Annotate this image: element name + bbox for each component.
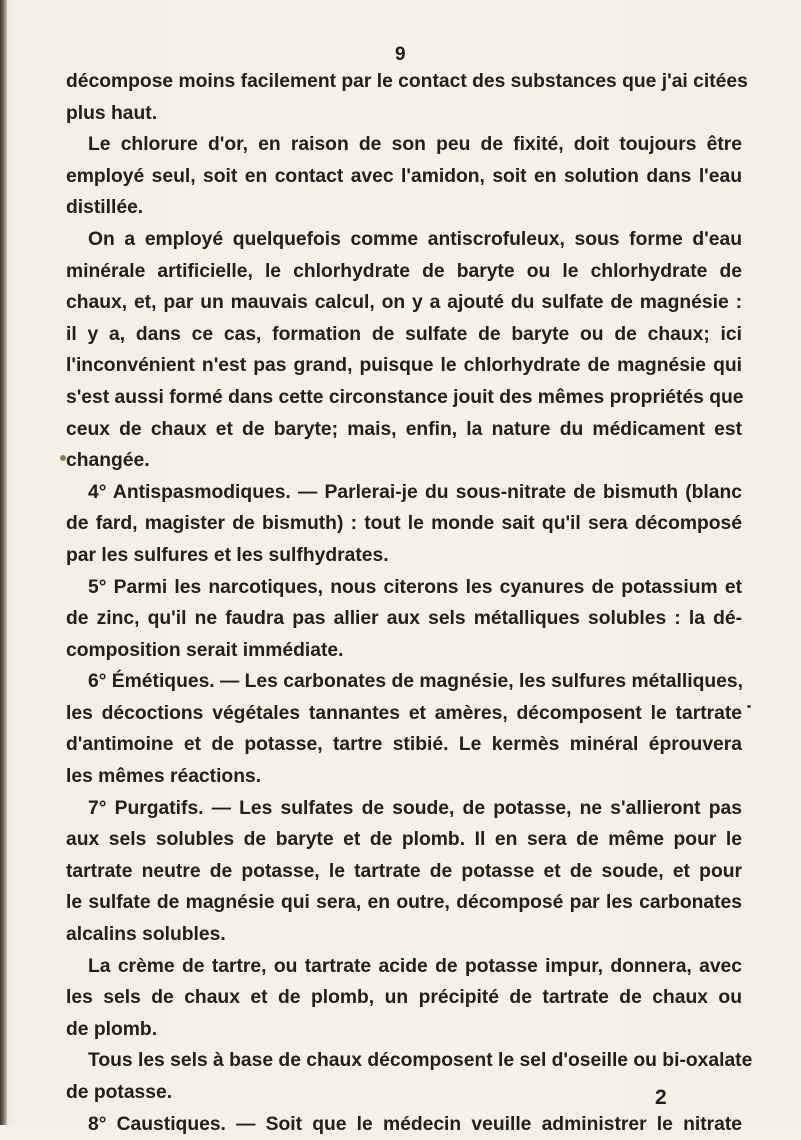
text-line: d'antimoine et de potasse, tartre stibié. Le kermès minéral éprouvera	[66, 734, 742, 756]
text-line: Le chlorure d'or, en raison de son peu de fixité, doit toujours être	[88, 134, 742, 156]
text-line: l'inconvénient n'est pas grand, puisque le chlorhydrate de magnésie qui	[66, 355, 742, 377]
signature-mark: 2	[655, 1086, 667, 1109]
body-text	[66, 66, 753, 1140]
text-line: minérale artificielle, le chlorhydrate de baryte ou le chlorhydrate de	[66, 260, 742, 282]
text-line: employé seul, soit en contact avec l'amidon, soit en solution dans l'eau	[66, 165, 742, 187]
text-line: les sels de chaux et de plomb, un précipité de tartrate de chaux ou	[66, 987, 742, 1009]
text-line: tartrate neutre de potasse, le tartrate de potasse et de soude, et pour	[66, 860, 742, 882]
text-line: de fard, magister de bismuth) : tout le monde sait qu'il sera décomposé	[66, 513, 742, 535]
text-line: chaux, et, par un mauvais calcul, on y a ajouté du sulfate de magnésie :	[66, 292, 742, 314]
text-line: plus haut.	[66, 102, 158, 124]
text-line: changée.	[66, 450, 150, 472]
text-line: distillée.	[66, 197, 144, 219]
ink-speck	[60, 455, 66, 461]
text-line: 8° Caustiques. — Soit que le médecin veuille administrer le nitrate	[88, 1113, 742, 1135]
text-line: 5° Parmi les narcotiques, nous citerons les cyanures de potassium et	[88, 576, 742, 598]
text-line: composition serait immédiate.	[66, 639, 344, 661]
text-line: aux sels solubles de baryte et de plomb. Il en sera de même pour le	[66, 829, 742, 851]
text-line: Tous les sels à base de chaux décomposent le sel d'oseille ou bi-oxalate	[88, 1050, 753, 1072]
text-line: le sulfate de magnésie qui sera, en outre, décomposé par les carbonates	[66, 892, 742, 914]
text-line: décompose moins facilement par le contact des substances que j'ai citées	[66, 71, 748, 92]
text-line: les mêmes réactions.	[66, 766, 262, 788]
text-line: 7° Purgatifs. — Les sulfates de soude, de potasse, ne s'allieront pas	[88, 797, 742, 819]
text-line: de potasse.	[66, 1082, 173, 1103]
page-number: 9	[394, 44, 407, 65]
binding-edge	[0, 0, 7, 1125]
text-line: On a employé quelquefois comme antiscrofuleux, sous forme d'eau	[88, 228, 742, 250]
text-line: ceux de chaux et de baryte; mais, enfin, la nature du médicament est	[66, 418, 742, 440]
ink-speck	[747, 705, 751, 708]
text-line: de zinc, qu'il ne faudra pas allier aux sels métalliques solubles : la dé-	[66, 608, 742, 630]
text-line: les décoctions végétales tannantes et amères, décomposent le tartrate	[66, 702, 742, 724]
text-line: par les sulfures et les sulfhydrates.	[66, 544, 389, 566]
text-line: il y a, dans ce cas, formation de sulfate de baryte ou de chaux; ici	[66, 323, 742, 345]
text-line: 6° Émétiques. — Les carbonates de magnésie, les sulfures métalliques,	[88, 671, 743, 693]
text-line: 4° Antispasmodiques. — Parlerai-je du sous-nitrate de bismuth (blanc	[88, 481, 742, 503]
text-line: La crème de tartre, ou tartrate acide de potasse impur, donnera, avec	[88, 955, 742, 977]
text-line: de plomb.	[66, 1018, 158, 1040]
text-line: s'est aussi formé dans cette circonstance jouit des mêmes propriétés que	[66, 386, 744, 408]
text-line: alcalins solubles.	[66, 924, 226, 946]
